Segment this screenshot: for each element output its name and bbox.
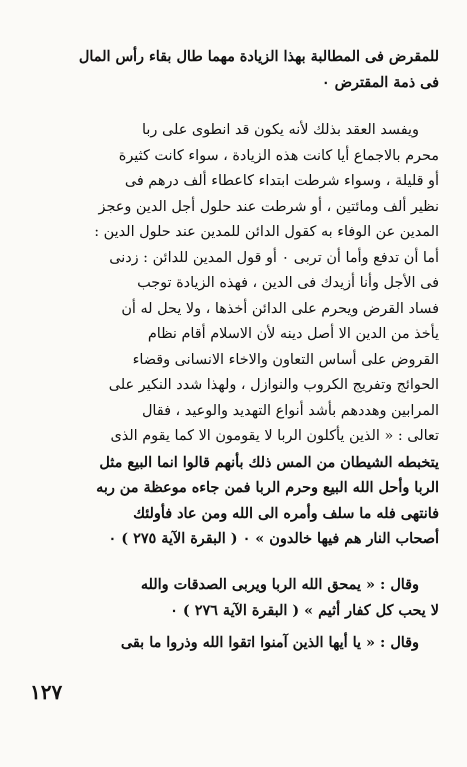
paragraph-2-line-7: فى الأجل وأنا أزيدك فى الدين ، فهذه الزيادة توجب — [137, 275, 439, 291]
paragraph-2-line-5: المدين عن الوفاء به كقول الدائن للمدين عند حلول الدين : — [94, 224, 439, 240]
paragraph-3-line-2: لا يحب كل كفار أثيم » ( البقرة الآية ٢٧٦ ) ٠ — [170, 601, 439, 619]
paragraph-2-line-16: فانتهى فله ما سلف وأمره الى الله ومن عاد فأولئك — [133, 504, 439, 522]
paragraph-2-line-1: ويفسد العقد بذلك لأنه يكون قد انطوى على ربا — [142, 122, 419, 138]
paragraph-4-line-1: وقال : « يا أيها الذين آمنوا اتقوا الله وذروا ما بقى — [120, 634, 419, 651]
paragraph-2-line-14: يتخبطه الشيطان من المس ذلك بأنهم قالوا انما البيع مثل — [99, 453, 439, 471]
page-number: ١٢٧ — [30, 680, 63, 704]
paragraph-2-line-10: القروض على أساس التعاون والاخاء الانسانى وقضاء — [132, 351, 439, 368]
paragraph-2-line-8: فساد القرض ويحرم على الدائن أخذها ، ولا يحل له أن — [121, 300, 439, 317]
paragraph-2-line-13: تعالى : « الذين يأكلون الربا لا يقومون الا كما يقوم الذى — [110, 428, 439, 444]
paragraph-1-line-2: فى ذمة المقترض ٠ — [321, 73, 439, 91]
paragraph-3 — [27, 572, 439, 623]
paragraph-1 — [27, 44, 439, 95]
paragraph-2-line-15: الربا وأحل الله البيع وحرم الربا فمن جاءه موعظة من ربه — [96, 479, 439, 496]
paragraph-1-line-1: للمقرض فى المطالبة بهذا الزيادة مهما طال بقاء رأس المال — [78, 48, 439, 65]
paragraph-4 — [27, 630, 439, 656]
paragraph-2-line-3: أو قليلة ، وسواء شرطت ابتداء كاعطاء ألف درهم فى — [124, 173, 439, 189]
paragraph-2-line-17: أصحاب النار هم فيها خالدون » ٠ ( البقرة الآية ٢٧٥ ) ٠ — [108, 530, 439, 547]
paragraph-2-line-2: محرم بالاجماع أيا كانت هذه الزيادة ، سواء كانت كثيرة — [118, 147, 439, 164]
paragraph-2-line-11: الحوائج وتفريج الكروب والنوازل ، ولهذا شدد النكير على — [108, 377, 439, 393]
paragraph-2-line-12: المرابين وهددهم بأشد أنواع التهديد والوعيد ، فقال — [141, 402, 439, 419]
paragraph-2-line-4: نظير ألف ومائتين ، أو شرطت عند حلول أجل الدين وعجز — [98, 198, 439, 215]
paragraph-2-line-6: أما أن تدفع وأما أن تربى ٠ أو قول المدين للدائن : زدنى — [109, 249, 439, 266]
paragraph-3-line-1: وقال : « يمحق الله الربا ويربى الصدقات والله — [140, 576, 419, 593]
paragraph-2 — [27, 118, 439, 552]
paragraph-2-line-9: يأخذ من الدين الا أصل دينه لأن الاسلام أقام نظام — [147, 326, 439, 342]
